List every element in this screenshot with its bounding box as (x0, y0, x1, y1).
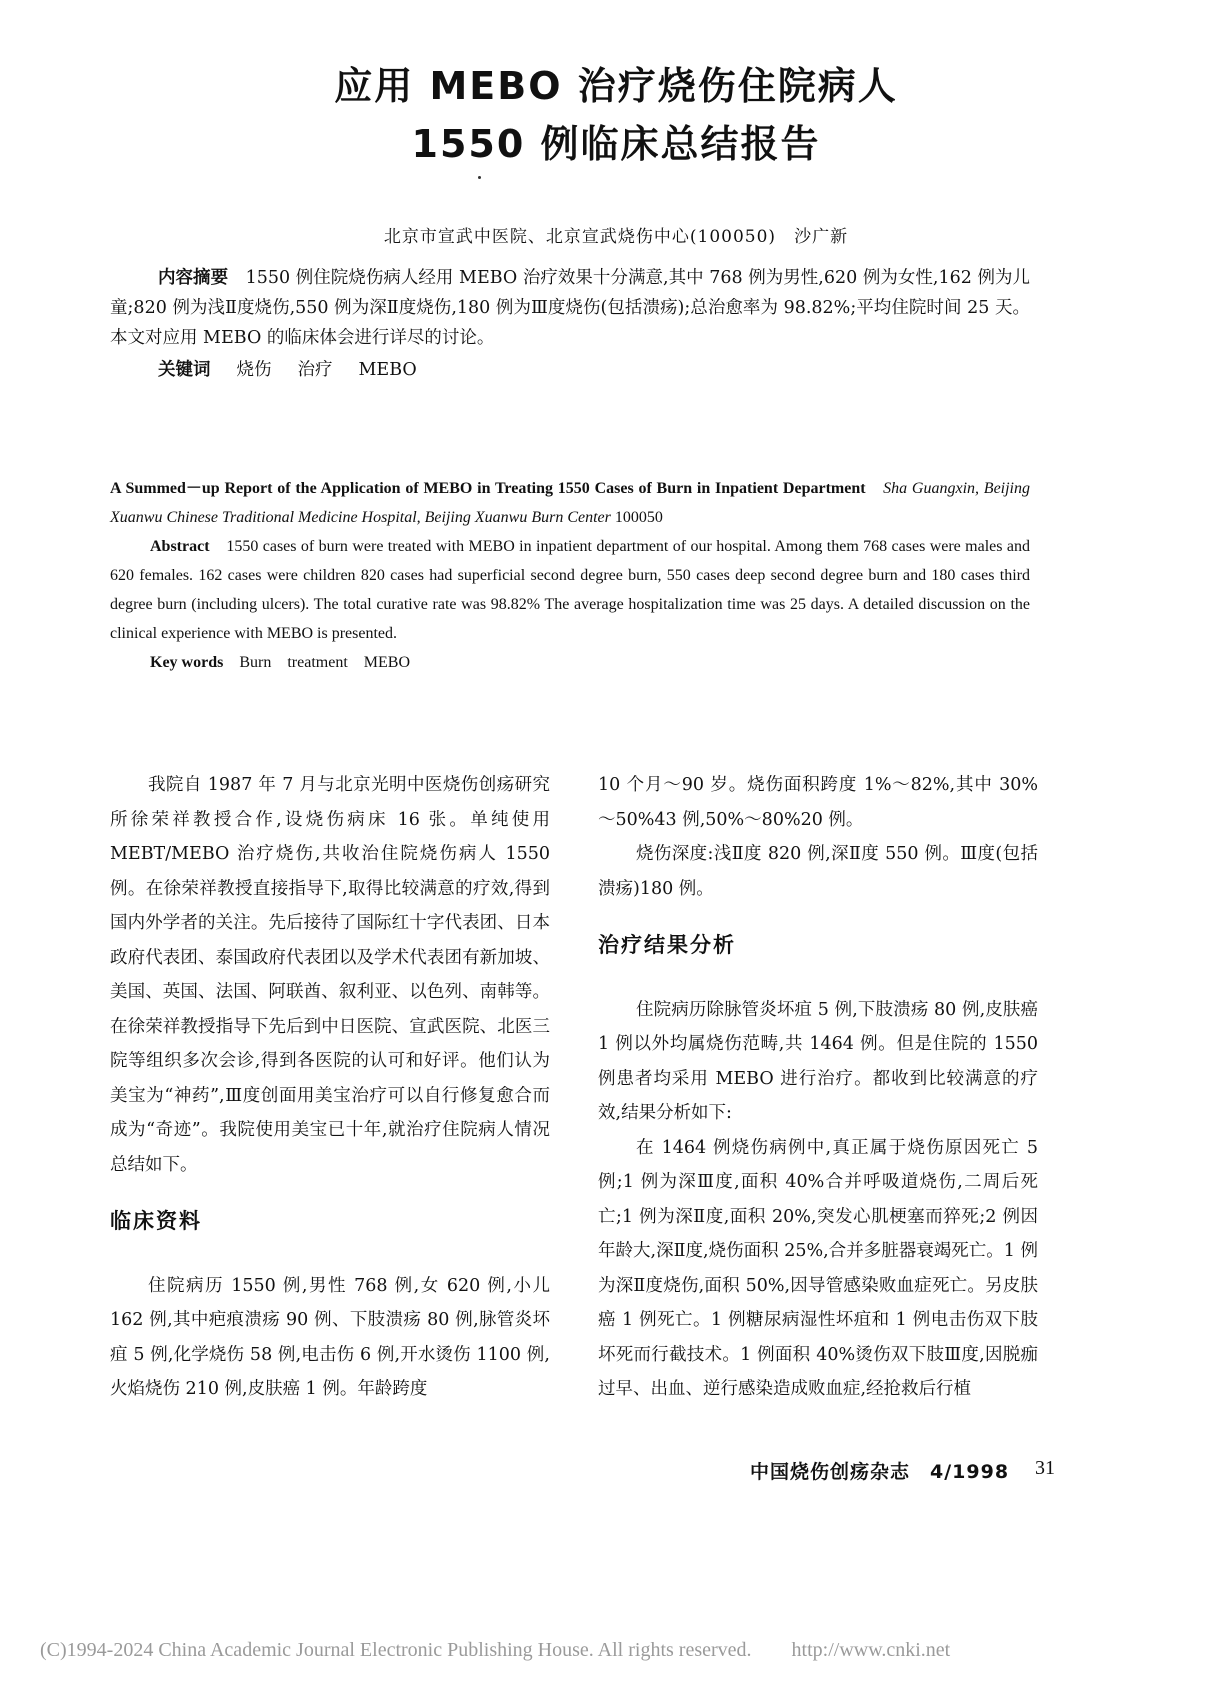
chinese-keyword: 治疗 (297, 360, 333, 380)
english-abstract-text: 1550 cases of burn were treated with MEBO in inpatient department of our hospital. Among them 768 cases were males and 620 females. 162 cases were children 820 cases had superficial second degree burn, 550 cases deep second degree burn and 180 cases third degree burn (including ulcers). The total curative rate was 98.82% The average hospitalization time was 25 days. A detailed discussion on the clinical experience with MEBO is presented. (110, 538, 1030, 642)
chinese-abstract-text: 1550 例住院烧伤病人经用 MEBO 治疗效果十分满意,其中 768 例为男性,620 例为女性,162 例为儿童;820 例为浅Ⅱ度烧伤,550 例为深Ⅱ度烧伤,180 例为Ⅲ度烧伤(包括溃疡);总治愈率为 98.82%;平均住院时间 25 天。本文对应用 MEBO 的临床体会进行详尽的讨论。 (110, 268, 1031, 348)
english-postcode: 100050 (614, 509, 663, 526)
body-right-column (598, 768, 1038, 1407)
chinese-keywords-label: 关键词 (158, 360, 211, 380)
english-keyword: treatment (287, 654, 348, 671)
body-left-column (110, 768, 550, 1407)
burn-depth-paragraph: 烧伤深度:浅Ⅱ度 820 例,深Ⅱ度 550 例。Ⅲ度(包括溃疡)180 例。 (598, 844, 1038, 899)
section-heading-treatment-results: 治疗结果分析 (598, 933, 736, 957)
clinical-data-continuation: 10 个月～90 岁。烧伤面积跨度 1%～82%,其中 30%～50%43 例,50%～80%20 例。 (598, 775, 1038, 830)
treatment-results-paragraph-1: 住院病历除脉管炎坏疽 5 例,下肢溃疡 80 例,皮肤癌 1 例以外均属烧伤范畴,共 1464 例。但是住院的 1550 例患者均采用 MEBO 进行治疗。都收到比较满意的疗效,结果分析如下: (598, 999, 1038, 1123)
english-keywords-label: Key words (150, 654, 224, 671)
treatment-results-paragraph-2: 在 1464 例烧伤病例中,真正属于烧伤原因死亡 5 例;1 例为深Ⅲ度,面积 40%合并呼吸道烧伤,二周后死亡;1 例为深Ⅱ度,面积 20%,突发心肌梗塞而猝死;2 例因年龄大,深Ⅱ度,烧伤面积 25%,合并多脏器衰竭死亡。1 例为深Ⅱ度烧伤,面积 50%,因导管感染败血症死亡。另皮肤癌 1 例死亡。1 例糖尿病湿性坏疽和 1 例电击伤双下肢坏死而行截技术。1 例面积 40%烫伤双下肢Ⅲ度,因脱痂过早、出血、逆行感染造成败血症,经抢救后行植 (598, 1137, 1038, 1399)
chinese-abstract-label: 内容摘要 (158, 268, 229, 288)
author-affiliation: 北京市宣武中医院、北京宣武烧伤中心(100050) 沙广新 (383, 227, 849, 247)
chinese-keyword: MEBO (358, 360, 417, 380)
decorative-dot (478, 176, 481, 179)
copyright-notice: (C)1994-2024 China Academic Journal Electronic Publishing House. All rights reserved. http://www.cnki.net (40, 1639, 951, 1661)
journal-name-issue: 中国烧伤创疡杂志 4/1998 (750, 1461, 1010, 1483)
english-title: A Summed－up Report of the Application of MEBO in Treating 1550 Cases of Burn in Inpatient Department (110, 480, 866, 497)
chinese-keyword: 烧伤 (236, 360, 272, 380)
intro-paragraph: 我院自 1987 年 7 月与北京光明中医烧伤创疡研究所徐荣祥教授合作,设烧伤病床 16 张。单纯使用 MEBT/MEBO 治疗烧伤,共收治住院烧伤病人 1550 例。在徐荣祥教授直接指导下,取得比较满意的疗效,得到国内外学者的关注。先后接待了国际红十字代表团、日本政府代表团、泰国政府代表团以及学术代表团有新加坡、美国、英国、法国、阿联酋、叙利亚、以色列、南韩等。在徐荣祥教授指导下先后到中日医院、宣武医院、北医三院等组织多次会诊,得到各医院的认可和好评。他们认为美宝为“神药”,Ⅲ度创面用美宝治疗可以自行修复愈合而成为“奇迹”。我院使用美宝已十年,就治疗住院病人情况总结如下。 (110, 775, 550, 1175)
paper-title-line-2: 1550 例临床总结报告 (411, 122, 821, 166)
english-author-info: Sha Guangxin, Beijing Xuanwu Chinese Traditional Medicine Hospital, Beijing Xuanwu Burn Center (110, 480, 1031, 526)
paper-title-line-1: 应用 MEBO 治疗烧伤住院病人 (334, 64, 898, 108)
english-abstract-label: Abstract (150, 538, 210, 555)
chinese-abstract (110, 263, 1030, 385)
clinical-data-paragraph: 住院病历 1550 例,男性 768 例,女 620 例,小儿 162 例,其中疤痕溃疡 90 例、下肢溃疡 80 例,脉管炎坏疽 5 例,化学烧伤 58 例,电击伤 6 例,开水烫伤 1100 例,火焰烧伤 210 例,皮肤癌 1 例。年龄跨度 (110, 1275, 550, 1399)
english-keyword: Burn (239, 654, 272, 671)
english-abstract (110, 474, 1030, 677)
section-heading-clinical-data: 临床资料 (110, 1209, 202, 1233)
page-number: 31 (1035, 1457, 1055, 1479)
english-keyword: MEBO (363, 654, 411, 671)
